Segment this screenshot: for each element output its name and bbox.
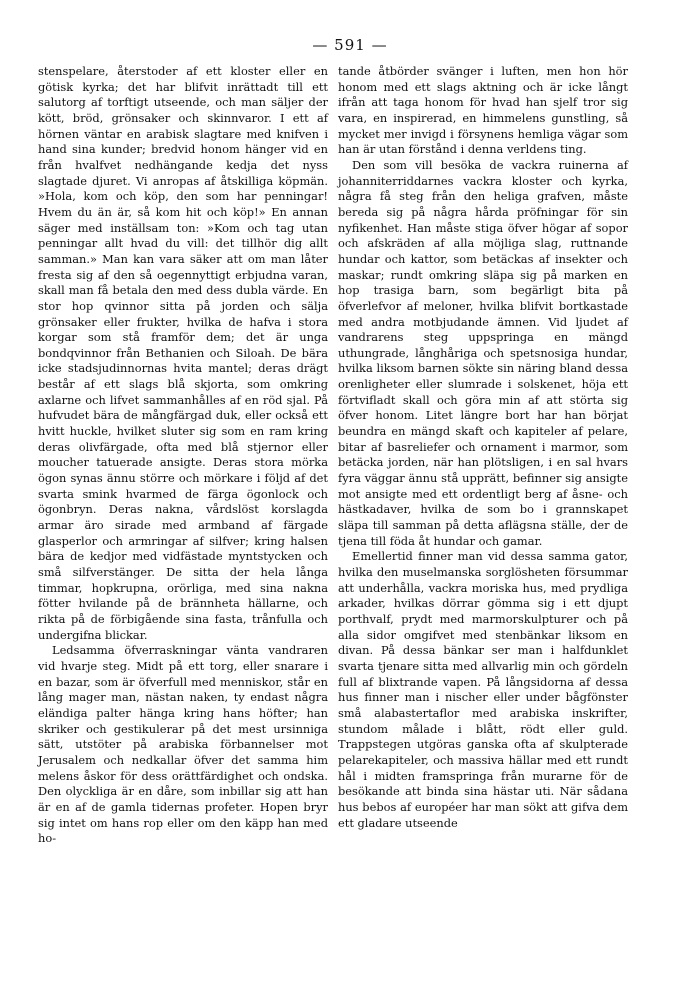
page-number: — 591 — — [312, 36, 388, 54]
paragraph: stenspelare, återstoder af ett kloster eller en götisk kyrka; det har blifvit inrättadt till ett salutorg af torftigt utseende, och man säljer der kött, bröd, grönsaker och skinnvaror. I ett af hörnen väntar en arabisk slagtare med knifven i hand sina kunder; bredvid honom hänger vid en från hvalfvet nedhängande kedja det nyss slagtade djuret. Vi anropas af åtskilliga köpmän. »Hola, kom och köp, den som har penningar! Hvem du än är, så kom hit och köp!» En annan säger med inställsam ton: »Kom och tag utan penningar allt hvad du vill: det tillhör dig allt samman.» Man kan vara säker att om man låter fresta sig af den så oegennyttigt erbjudna varan, skall man få betala den med dess dubla värde. En stor hop qvinnor sitta på jorden och sälja grönsaker eller frukter, hvilka de hafva i stora korgar som stå framför dem; det är unga bondqvinnor från Bethanien och Siloah. De bära icke stadsjudinnornas hvita mantel; deras drägt består af ett slags blå skjorta, som omkring axlarne och lifvet sammanhålles af en röd sjal. På hufvudet bära de mångfärgad duk, eller också ett hvitt huckle, hvilket sluter sig som en ram kring deras olivfärgade, ofta med blå stjernor eller moucher tatuerade ansigte. Deras stora mörka ögon synas ännu större och mörkare i följd af det svarta smink hvarmed de färga ögonlock och ögonbryn. Deras nakna, vårdslöst korslagda armar äro sirade med armband af färgade glasperlor och armringar af silfver; kring halsen bära de kedjor med vidfästade myntstycken och små silfverstänger. De sitta der hela långa timmar, hopkrupna, orörliga, med sina nakna fötter hvilande på de brännheta hällarne, och rikta på de förbigående sina fasta, trånfulla och undergifna blickar. — [38, 64, 328, 642]
left-column — [38, 64, 328, 847]
paragraph: tande åtbörder svänger i luften, men hon hör honom med ett slags aktning och är icke långt ifrån att taga honom för hvad han sjelf tror sig vara, en inspirerad, en himmelens gunstling, så mycket mer invigd i försynens hemliga vägar som han är utan förstånd i denna verldens ting. — [338, 64, 628, 157]
paragraph: Ledsamma öfverraskningar vänta vandraren vid hvarje steg. Midt på ett torg, eller snarare i en bazar, som är öfverfull med menniskor, står en lång mager man, nästan naken, ty endast några eländiga palter hänga kring hans höfter; han skriker och gestikulerar på det mest ursinniga sätt, utstöter på arabiska förbannelser mot Jerusalem och nedkallar öfver det samma him melens åskor för dess orättfärdighet och ondska. Den olyckliga är en dåre, som inbillar sig att han är en af de gamla tidernas profeter. Hopen bryr sig intet om hans rop eller om den käpp han med ho- — [38, 643, 328, 846]
paragraph: Den som vill besöka de vackra ruinerna af johanniterriddarnes vackra kloster och kyrka, några få steg från den heliga grafven, måste bereda sig på några hårda pröfningar för sin nyfikenhet. Han måste stiga öfver högar af sopor och afskräden af alla möjliga slag, ruttnande hundar och kattor, som betäckas af insekter och maskar; rundt omkring släpa sig på marken en hop trasiga barn, som begärligt bita på öfverlefvor af meloner, hvilka blifvit bortkastade med andra motbjudande ämnen. Vid ljudet af vandrarens steg uppspringa en mängd uthungrade, långhåriga och spetsnosiga hundar, hvilka liksom barnen sökte sin näring bland dessa orenligheter eller slumrade i solskenet, höja ett förtvifladt skall och göra min af att störta sig öfver honom. Litet längre bort har han börjat beundra en mängd skaft och kapiteler af pelare, bitar af basreliefer och ornament i marmor, som betäcka jorden, när han plötsligen, i en sal hvars fyra väggar ännu stå upprätt, befinner sig ansigte mot ansigte med ett ordentligt berg af åsne- och hästkadaver, hvilka de som bo i grannskapet släpa till samman på detta aflägsna ställe, der de tjena till föda åt hundar och gamar. — [338, 157, 628, 548]
right-column — [338, 64, 628, 831]
paragraph: Emellertid finner man vid dessa samma gator, hvilka den muselmanska sorglösheten försummar att underhålla, vackra moriska hus, med prydliga arkader, hvilkas dörrar gömma sig i ett djupt porthvalf, prydt med marmorskulpturer och på alla sidor omgifvet med stenbänkar liksom en divan. På dessa bänkar ser man i halfdunklet svarta tjenare sitta med allvarlig min och gördeln full af blixtrande vapen. På långsidorna af dessa hus finner man i nischer eller under bågfönster små alabastertaflor med arabiska inskrifter, stundom målade i blått, rödt eller guld. Trappstegen utgöras ganska ofta af skulpterade pelarekapiteler, och massiva hällar med ett rundt hål i midten framspringa från murarne för de besökande att binda sina hästar uti. När sådana hus bebos af européer har man sökt att gifva dem ett gladare utseende — [338, 549, 628, 830]
